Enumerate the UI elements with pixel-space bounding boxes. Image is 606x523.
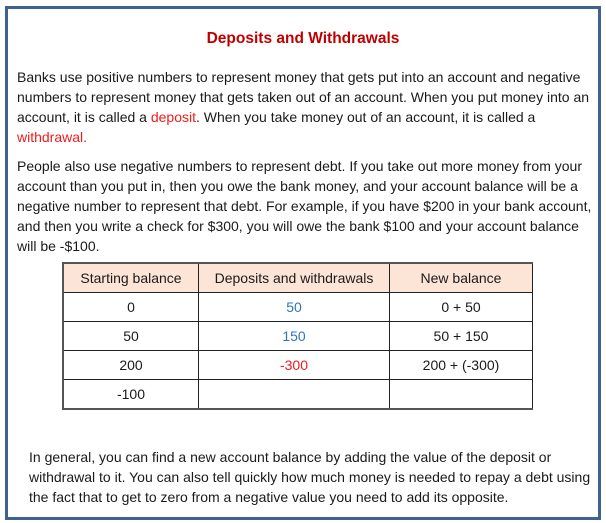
- cell-starting: -100: [63, 380, 199, 410]
- cell-starting: 0: [63, 293, 199, 322]
- header-new-balance: New balance: [390, 263, 533, 293]
- header-deposits-withdrawals: Deposits and withdrawals: [199, 263, 390, 293]
- cell-new: [390, 380, 533, 410]
- cell-starting: 200: [63, 351, 199, 380]
- balance-table: [62, 262, 533, 410]
- table-header-row: [63, 263, 533, 293]
- table-row: [63, 322, 533, 351]
- page-title: Deposits and Withdrawals: [206, 30, 400, 47]
- header-starting-balance: Starting balance: [63, 263, 199, 293]
- cell-change: [199, 380, 390, 410]
- cell-new: 0 + 50: [390, 293, 533, 322]
- cell-starting: 50: [63, 322, 199, 351]
- cell-change: 50: [199, 293, 390, 322]
- term-withdrawal: withdrawal.: [17, 129, 88, 145]
- debt-paragraph: People also use negative numbers to represent debt. If you take out more money from your account than you put in, then you owe the bank money, and your account balance will be a negative number to represent that debt. For example, if you have $200 in your bank account, and then you write a check for $300, you will owe the bank $100 and your account balance will be -$100.: [17, 158, 592, 254]
- cell-change: -300: [199, 351, 390, 380]
- intro-text-2: . When you take money out of an account, it is called a: [196, 109, 536, 125]
- table-row: [63, 293, 533, 322]
- intro-paragraph: [17, 67, 595, 147]
- summary-paragraph: In general, you can find a new account balance by adding the value of the deposit or withdrawal to it. You can also tell quickly how much money is needed to repay a debt using the fact that to get to zero from a negative value you need to add its opposite.: [29, 449, 591, 505]
- term-deposit: deposit: [150, 109, 197, 125]
- table-row: [63, 351, 533, 380]
- table-row: [63, 380, 533, 410]
- cell-new: 50 + 150: [390, 322, 533, 351]
- cell-new: 200 + (-300): [390, 351, 533, 380]
- cell-change: 150: [199, 322, 390, 351]
- intro-text-1: Banks use positive numbers to represent money that gets put into an account and negative numbers to represent money that gets taken out of an account. When you put money into an account, it is called a: [17, 69, 590, 125]
